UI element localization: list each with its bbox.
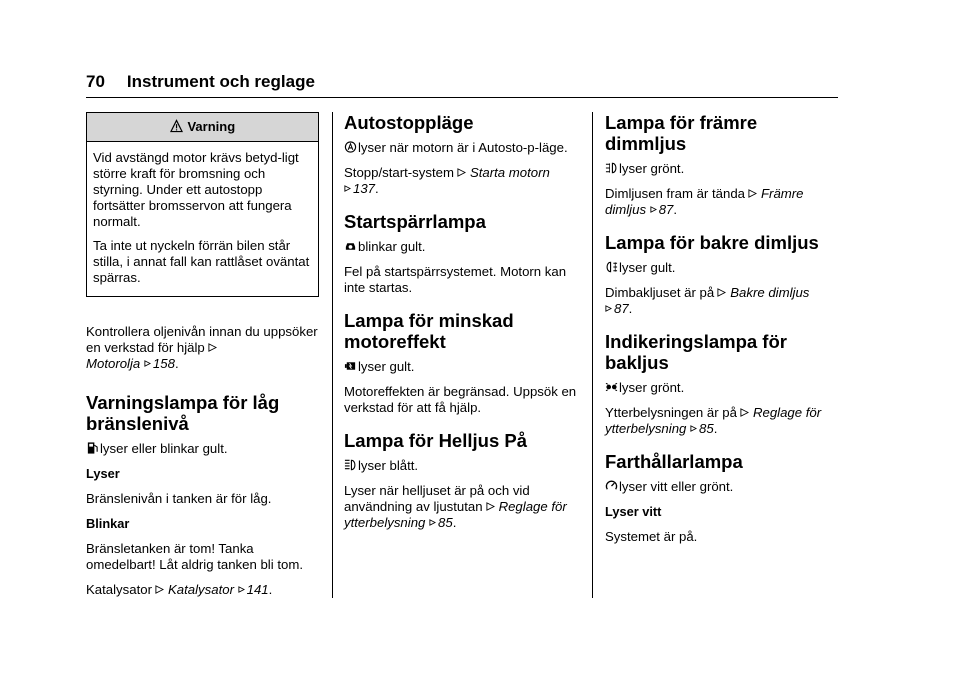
reference-arrow-icon: [717, 288, 726, 297]
column-3: [605, 112, 841, 554]
header-rule: [86, 97, 838, 98]
section-heading-rear-fog: Lampa för bakre dimljus: [605, 232, 819, 253]
reduced-power-text: Motoreffekten är begränsad. Uppsök en verkstad för att få hjälp.: [344, 384, 577, 415]
column-divider: [332, 112, 333, 598]
warning-box: [86, 112, 319, 297]
high-beam-icon: [344, 458, 357, 472]
section-heading-fuel: Varningslampa för låg bränslenivå: [86, 392, 280, 434]
page-ref-icon: [344, 185, 351, 192]
column-divider: [592, 112, 593, 598]
subheading-lyser-vitt: Lyser vitt: [605, 504, 662, 519]
catalyst-link[interactable]: Katalysator: [167, 582, 234, 597]
section-heading-immobiliser: Startspärrlampa: [344, 211, 486, 232]
reference-arrow-icon: [155, 585, 164, 594]
oil-page[interactable]: 158: [152, 356, 175, 371]
high-beam-desc: lyser blått.: [344, 458, 580, 474]
immobiliser-desc: blinkar gult.: [344, 239, 580, 255]
column-2: [344, 112, 580, 540]
tail-lights-text: Ytterbelysningen är på Reglage för ytterbelysning 85.: [605, 405, 822, 436]
autostop-a-icon: [344, 140, 357, 154]
rear-fog-link[interactable]: Bakre dimljus: [730, 285, 810, 300]
oil-link[interactable]: Motorolja: [86, 356, 141, 371]
front-fog-light-icon: [605, 161, 618, 175]
cruise-text: Systemet är på.: [605, 529, 698, 544]
section-heading-autostop: Autostoppläge: [344, 112, 474, 133]
section-heading-cruise: Farthållarlampa: [605, 451, 743, 472]
fuel-desc-line: lyser eller blinkar gult.: [86, 441, 319, 457]
warning-title: Varning: [187, 119, 236, 134]
page-number: 70: [86, 72, 105, 91]
tail-lights-desc: lyser grönt.: [605, 380, 841, 396]
page-header: [86, 72, 315, 92]
autostop-desc: lyser när motorn är i Autosto-p-läge.: [344, 140, 580, 156]
page-ref-icon: [690, 425, 697, 432]
section-heading-high-beam: Lampa för Helljus På: [344, 430, 527, 451]
cruise-desc: lyser vitt eller grönt.: [605, 479, 841, 495]
cruise-control-icon: [605, 479, 618, 493]
stopstart-link[interactable]: Starta motorn: [469, 165, 550, 180]
warning-header: [87, 113, 318, 142]
catalyst-line: Katalysator Katalysator 141.: [86, 582, 273, 597]
reference-arrow-icon: [486, 502, 495, 511]
reduced-power-icon: [344, 359, 357, 373]
rear-fog-page[interactable]: 87: [614, 301, 629, 316]
reference-arrow-icon: [740, 408, 749, 417]
page-ref-icon: [144, 360, 151, 367]
front-fog-link[interactable]: Främre dimljus: [605, 186, 804, 217]
reference-arrow-icon: [748, 189, 757, 198]
page-ref-icon: [605, 305, 612, 312]
stopstart-line: Stopp/start-system Starta motorn 137.: [344, 165, 550, 196]
page-ref-icon: [650, 206, 657, 213]
lyser-text: Bränslenivån i tanken är för låg.: [86, 491, 272, 506]
tail-lights-page[interactable]: 85: [699, 421, 714, 436]
tail-lights-link[interactable]: Reglage för ytterbelysning: [605, 405, 822, 436]
warning-body: [87, 142, 318, 296]
front-fog-desc: lyser grönt.: [605, 161, 841, 177]
warning-paragraph: Ta inte ut nyckeln förrän bilen står stilla, i annat fall kan rattlåset oväntat spärras.: [93, 238, 310, 285]
high-beam-page[interactable]: 85: [438, 515, 453, 530]
chapter-title: Instrument och reglage: [126, 72, 315, 91]
column-1: [86, 112, 319, 607]
reference-arrow-icon: [457, 168, 466, 177]
reference-arrow-icon: [208, 343, 217, 352]
stopstart-page[interactable]: 137: [353, 181, 376, 196]
oil-paragraph: Kontrollera oljenivån innan du uppsöker en verkstad för hjälp Motorolja 158.: [86, 324, 318, 371]
fuel-pump-icon: [86, 441, 99, 455]
rear-fog-light-icon: [605, 260, 618, 274]
section-heading-front-fog: Lampa för främre dimmljus: [605, 112, 758, 154]
warning-paragraph: Vid avstängd motor krävs betyd-ligt större kraft för bromsning och styrning. Under ett autostopp fortsätter bromsservon att fungera normalt.: [93, 150, 299, 229]
car-key-icon: [344, 239, 357, 253]
page-ref-icon: [429, 519, 436, 526]
rear-fog-desc: lyser gult.: [605, 260, 841, 276]
subheading-lyser: Lyser: [86, 466, 120, 481]
front-fog-text: Dimljusen fram är tända Främre dimljus 87.: [605, 186, 804, 217]
reduced-power-desc: lyser gult.: [344, 359, 580, 375]
catalyst-page[interactable]: 141: [246, 582, 269, 597]
section-heading-tail-lights: Indikeringslampa för bakljus: [605, 331, 787, 373]
high-beam-text: Lyser när helljuset är på och vid användning av ljustutan Reglage för ytterbelysning 85.: [344, 483, 567, 530]
front-fog-page[interactable]: 87: [658, 202, 674, 217]
side-lights-icon: [605, 380, 618, 394]
blinkar-text: Bränsletanken är tom! Tanka omedelbart! Låt aldrig tanken bli tom.: [86, 541, 303, 572]
rear-fog-text: Dimbakljuset är på Bakre dimljus 87.: [605, 285, 810, 316]
page-ref-icon: [238, 586, 245, 593]
subheading-blinkar: Blinkar: [86, 516, 130, 531]
warning-triangle-icon: [170, 119, 183, 133]
section-heading-reduced-power: Lampa för minskad motoreffekt: [344, 310, 514, 352]
high-beam-link[interactable]: Reglage för ytterbelysning: [344, 499, 567, 530]
immobiliser-text: Fel på startspärrsystemet. Motorn kan inte startas.: [344, 264, 567, 295]
